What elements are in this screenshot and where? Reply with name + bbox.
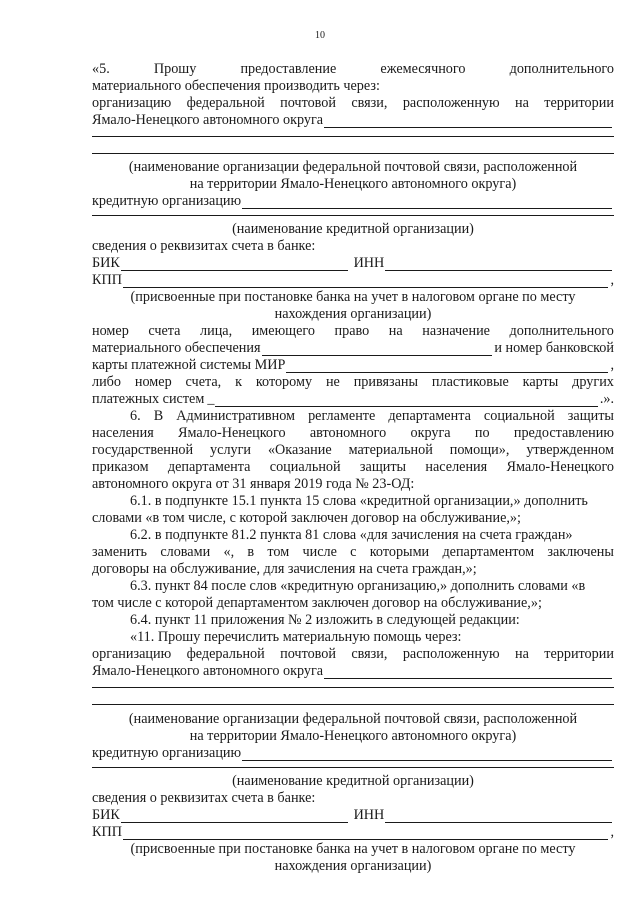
word: социальной (269, 459, 341, 475)
word: Административном (176, 408, 296, 424)
word: «5. (92, 61, 110, 77)
b1-account-line-1 (92, 323, 614, 339)
item62-line-3: договоры на обслуживание, для зачисления на счета граждан,»; (92, 561, 477, 577)
b1-line-2: материального обеспечения производить через: (92, 78, 380, 94)
word: лица, (200, 323, 233, 339)
b2-caption-kpp-1: (присвоенные при постановке банка на учет в налоговом органе по месту (130, 841, 576, 857)
word: Ямало-Ненецкого (178, 425, 286, 441)
b2-bank-details: сведения о реквизитах счета в банке: (92, 790, 316, 806)
item61-line-2: словами «в том числе, с которой заключен договор на обслуживание,»; (92, 510, 521, 526)
word: либо (92, 374, 121, 390)
word: автономного (309, 425, 387, 441)
item6-line-1 (130, 408, 614, 424)
word: на (515, 95, 529, 111)
item64-line-1: 6.4. пункт 11 приложения № 2 изложить в следующей редакции: (130, 612, 520, 628)
b1-account-field: материального обеспечения и номер банковской (92, 340, 614, 356)
item6-line-3 (92, 442, 614, 458)
b2-bik-inn-field: БИК ИНН (92, 807, 614, 823)
b1-inn-blank (385, 258, 612, 271)
word: организацию (92, 95, 172, 111)
word: населения (92, 425, 154, 441)
b2-line-2 (92, 646, 614, 662)
word: территории (544, 95, 614, 111)
b1-credit-blank (242, 196, 612, 209)
b1-blank-line-2 (92, 153, 614, 154)
b1-caption-kpp-2: нахождения организации) (274, 306, 432, 322)
word: которому (255, 374, 313, 390)
word: дополнительного (509, 61, 614, 77)
word: Ямало-Ненецкого (506, 459, 614, 475)
b2-blank-line-1 (92, 687, 614, 688)
word: федеральной (186, 95, 265, 111)
b1-account-line-4 (92, 374, 614, 390)
b2-caption-postal-2: на территории Ямало-Ненецкого автономного округа) (189, 728, 517, 744)
b1-credit-field: кредитную организацию (92, 193, 614, 209)
word: территории (544, 646, 614, 662)
word: почтовой (280, 646, 336, 662)
b1-caption-postal-2: на территории Ямало-Ненецкого автономного округа) (189, 176, 517, 192)
word: словами (160, 544, 211, 560)
word: департамента (388, 408, 471, 424)
word: номер (134, 374, 172, 390)
item63-line-1: 6.3. пункт 84 после слов «кредитную организацию,» дополнить словами «в (130, 578, 586, 594)
b2-caption-credit: (наименование кредитной организации) (232, 773, 474, 789)
word: «Оказание (267, 442, 332, 458)
b2-caption-kpp-2: нахождения организации) (274, 858, 432, 874)
word: материальной (348, 442, 433, 458)
b1-caption-credit: (наименование кредитной организации) (232, 221, 474, 237)
b1-line-1 (92, 61, 614, 77)
word: том (267, 544, 290, 560)
word: предоставление (240, 61, 337, 77)
word: защиты (359, 459, 407, 475)
word: дополнительного (509, 323, 614, 339)
b2-inn-blank (385, 810, 612, 823)
b1-kpp-field: КПП , (92, 272, 614, 288)
b1-blank-line-3 (92, 215, 614, 216)
b2-line-1: «11. Прошу перечислить материальную помощь через: (130, 629, 462, 645)
word: пластиковые (431, 374, 509, 390)
word: приказом (92, 459, 149, 475)
b2-credit-blank (242, 748, 612, 761)
b1-blank-line-1 (92, 136, 614, 137)
item63-line-2: том числе с которой департаментом заключен договор на обслуживание,»; (92, 595, 542, 611)
item62-line-1: 6.2. в подпункте 81.2 пункта 81 слова «для зачисления на счета граждан» (130, 527, 573, 543)
word: заключены (547, 544, 614, 560)
b2-kpp-field: КПП , (92, 824, 614, 840)
word: населения (425, 459, 488, 475)
b2-caption-postal-1: (наименование организации федеральной почтовой связи, расположенной (128, 711, 578, 727)
word: право (334, 323, 370, 339)
word: по (474, 425, 490, 441)
word: «, (223, 544, 235, 560)
item6-line-2 (92, 425, 614, 441)
b2-credit-field: кредитную организацию (92, 745, 614, 761)
word: которыми (369, 544, 430, 560)
word: имеющего (251, 323, 315, 339)
word: не (325, 374, 340, 390)
b1-bik-inn-field: БИК ИНН (92, 255, 614, 271)
word: на (388, 323, 403, 339)
item6-line-5: автономного округа от 31 января 2019 года № 23-ОД: (92, 476, 415, 492)
word: Прошу (153, 61, 197, 77)
word: привязаны (353, 374, 419, 390)
b1-caption-kpp-1: (присвоенные при постановке банка на учет в налоговом органе по месту (130, 289, 576, 305)
b1-postal-field: Ямало-Ненецкого автономного округа (92, 112, 614, 128)
word: заменить (92, 544, 148, 560)
word: в (247, 544, 255, 560)
word: карты (522, 374, 559, 390)
item62-line-2 (92, 544, 614, 560)
word: счета, (185, 374, 222, 390)
b2-postal-field: Ямало-Ненецкого автономного округа (92, 663, 614, 679)
word: департаментом (442, 544, 535, 560)
b1-mir-blank (286, 360, 608, 373)
word: расположенную (402, 646, 500, 662)
item6-line-4 (92, 459, 614, 475)
b1-mir-card-field: карты платежной системы МИР , (92, 357, 614, 373)
word: связи, (351, 95, 388, 111)
word: В (153, 408, 164, 424)
word: услуги (210, 442, 252, 458)
word: 6. (130, 408, 141, 424)
b1-kpp-blank (123, 275, 608, 288)
word: помощи», (449, 442, 510, 458)
word: ежемесячного (380, 61, 466, 77)
b1-postal-blank (324, 115, 612, 128)
word: государственной (92, 442, 194, 458)
word: социальной (483, 408, 555, 424)
b2-postal-blank (324, 666, 612, 679)
b1-account-blank (262, 343, 493, 356)
word: расположенную (402, 95, 500, 111)
b1-systems-blank (215, 394, 597, 407)
b1-bik-blank (121, 258, 348, 271)
word: почтовой (280, 95, 336, 111)
word: округа (410, 425, 451, 441)
word: на (515, 646, 529, 662)
word: регламенте (308, 408, 376, 424)
word: назначение (422, 323, 490, 339)
b1-payment-systems-field: платежных систем _ .». (92, 391, 614, 407)
b1-line-3 (92, 95, 614, 111)
item61-line-1: 6.1. в подпункте 15.1 пункта 15 слова «кредитной организации,» дополнить (130, 493, 588, 509)
word: других (572, 374, 614, 390)
b2-blank-line-2 (92, 704, 614, 705)
word: числе (302, 544, 337, 560)
b2-bik-blank (121, 810, 348, 823)
word: с (350, 544, 357, 560)
word: утвержденном (526, 442, 614, 458)
word: департамента (167, 459, 251, 475)
word: организацию (92, 646, 172, 662)
word: предоставлению (513, 425, 614, 441)
b2-kpp-blank (123, 827, 608, 840)
word: связи, (351, 646, 388, 662)
word: защиты (567, 408, 614, 424)
word: к (235, 374, 242, 390)
word: счета (148, 323, 181, 339)
b1-bank-details: сведения о реквизитах счета в банке: (92, 238, 316, 254)
word: номер (92, 323, 129, 339)
word: федеральной (186, 646, 265, 662)
page-number: 10 (315, 30, 325, 41)
b1-caption-postal-1: (наименование организации федеральной почтовой связи, расположенной (128, 159, 578, 175)
b2-blank-line-3 (92, 767, 614, 768)
